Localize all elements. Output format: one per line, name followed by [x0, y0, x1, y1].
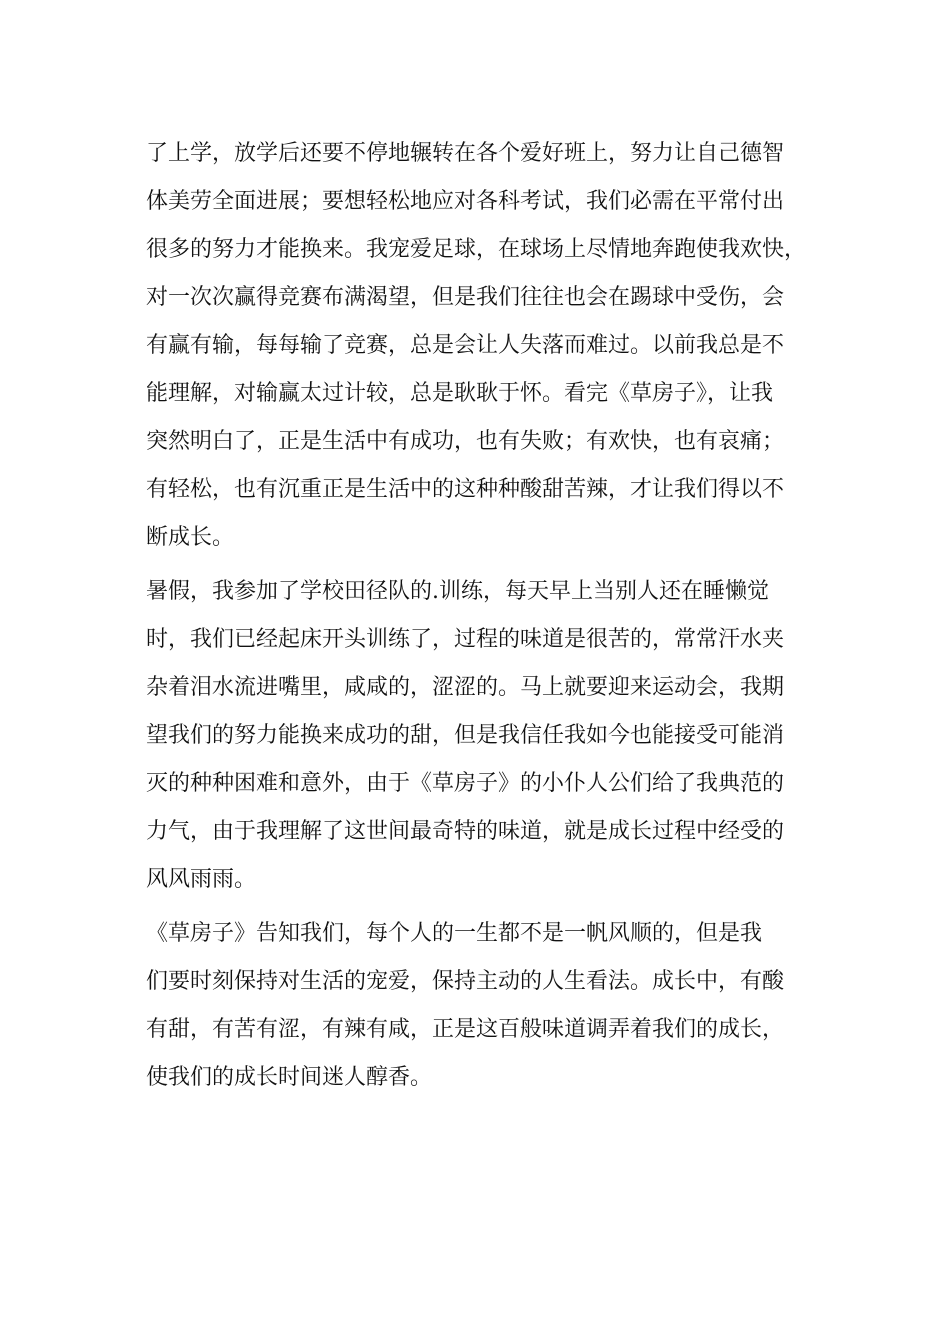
- text-line: 有轻松，也有沉重正是生活中的这种种酸甜苦辣，才让我们得以不: [146, 477, 785, 502]
- text-line: 有赢有输，每每输了竞赛，总是会让人失落而难过。以前我总是不: [146, 333, 785, 358]
- text-line: 对一次次赢得竞赛布满渴望，但是我们往往也会在踢球中受伤，会: [146, 285, 785, 310]
- text-line: 能理解，对输赢太过计较，总是耿耿于怀。看完《草房子》，让我: [146, 381, 774, 406]
- text-line: 风风雨雨。: [146, 867, 257, 892]
- text-line: 体美劳全面进展；要想轻松地应对各科考试，我们必需在平常付出: [146, 189, 785, 214]
- paragraph-3: [146, 910, 846, 1102]
- text-line: 有甜，有苦有涩，有辣有咸，正是这百般味道调弄着我们的成长，: [146, 1017, 785, 1042]
- essay-text: [146, 130, 846, 1102]
- text-line: 了上学，放学后还要不停地辗转在各个爱好班上，努力让自己德智: [146, 141, 785, 166]
- text-line: 暑假，我参加了学校田径队的.训练，每天早上当别人还在睡懒觉: [146, 579, 769, 604]
- paragraph-1: [146, 130, 846, 562]
- text-line: 望我们的努力能换来成功的甜，但是我信任我如今也能接受可能消: [146, 723, 785, 748]
- text-line: 杂着泪水流进嘴里，咸咸的，涩涩的。马上就要迎来运动会，我期: [146, 675, 785, 700]
- text-line: 很多的努力才能换来。我宠爱足球，在球场上尽情地奔跑使我欢快，: [146, 237, 807, 262]
- text-line: 《草房子》告知我们，每个人的一生都不是一帆风顺的，但是我: [146, 921, 763, 946]
- text-line: 灭的种种困难和意外，由于《草房子》的小仆人公们给了我典范的: [146, 771, 785, 796]
- text-line: 力气，由于我理解了这世间最奇特的味道，就是成长过程中经受的: [146, 819, 785, 844]
- text-line: 使我们的成长时间迷人醇香。: [146, 1065, 433, 1090]
- text-line: 断成长。: [146, 525, 235, 550]
- text-line: 突然明白了，正是生活中有成功，也有失败；有欢快，也有哀痛；: [146, 429, 785, 454]
- paragraph-2: [146, 568, 846, 904]
- text-line: 时，我们已经起床开头训练了，过程的味道是很苦的，常常汗水夹: [146, 627, 785, 652]
- text-line: 们要时刻保持对生活的宠爱，保持主动的人生看法。成长中，有酸: [146, 969, 785, 994]
